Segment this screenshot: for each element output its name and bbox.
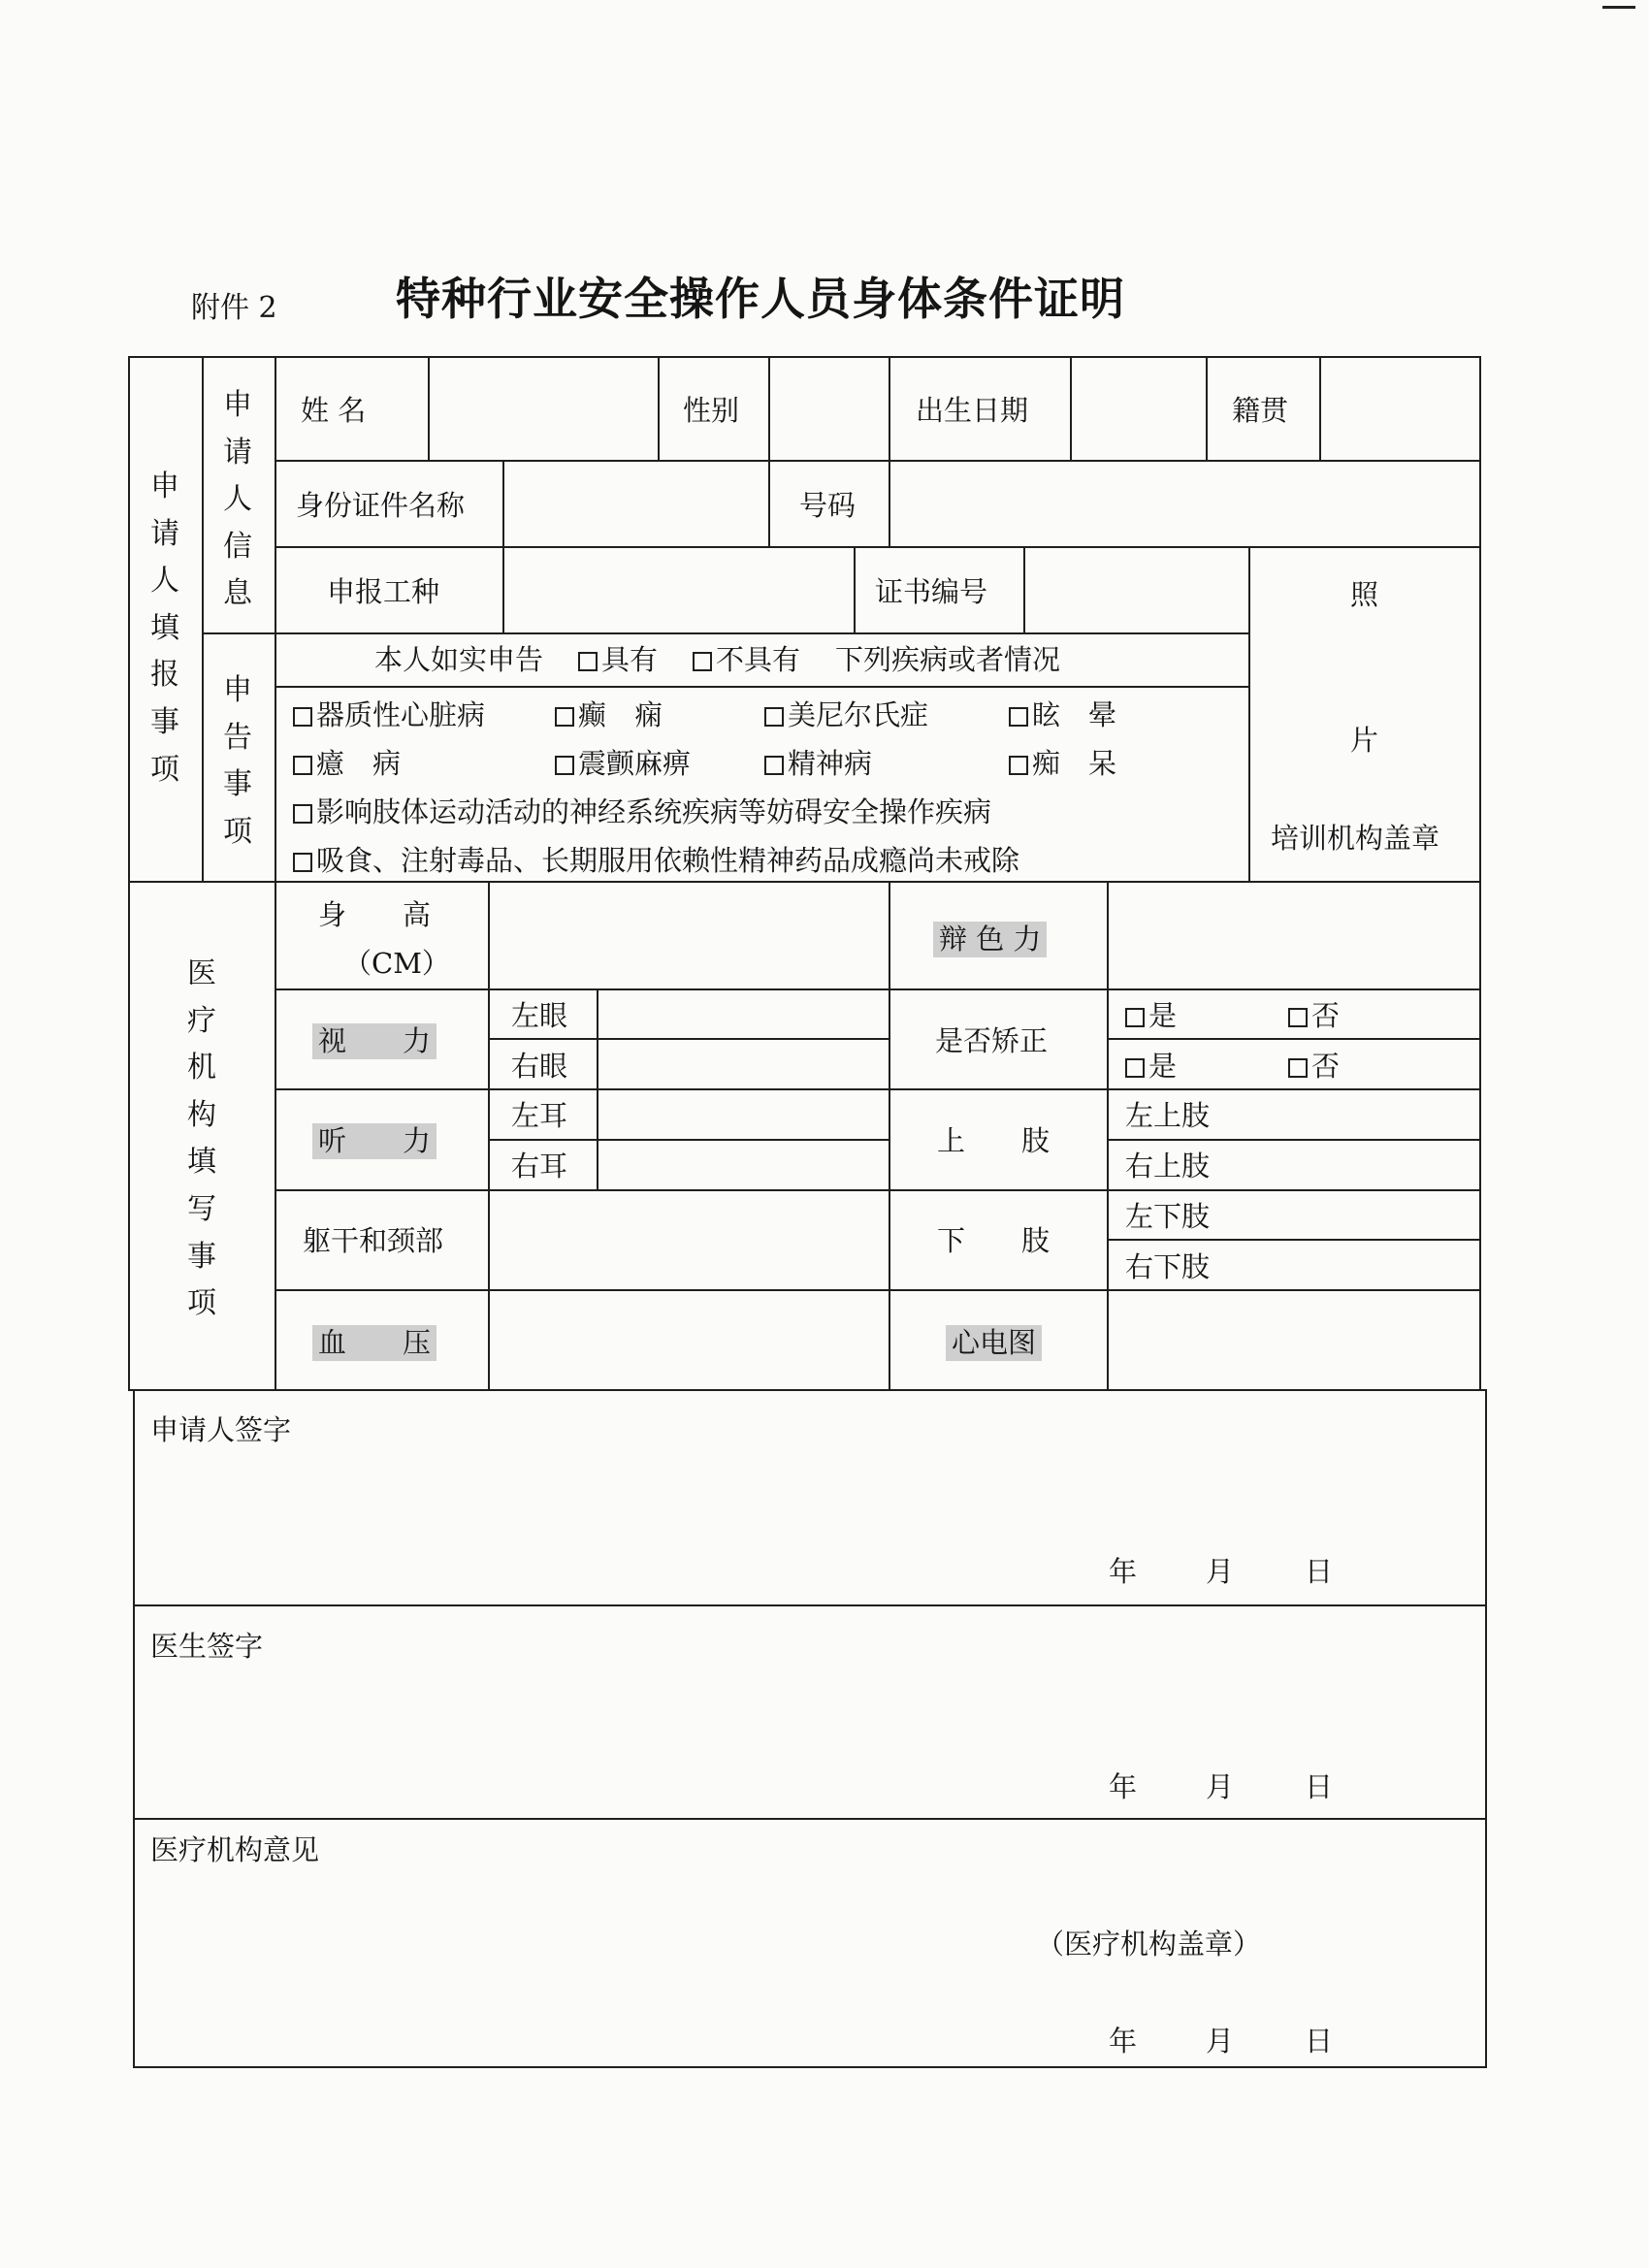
rule: [275, 686, 1249, 688]
rule: [502, 460, 504, 632]
disease-checkbox[interactable]: [293, 707, 312, 727]
disease-checkbox[interactable]: [555, 756, 574, 775]
left-lower-limb-label: 左下肢: [1125, 1200, 1211, 1233]
left-eye-label: 左眼: [511, 999, 568, 1032]
rule: [889, 881, 890, 1389]
rule: [428, 356, 430, 460]
disease-checkbox[interactable]: [764, 707, 784, 727]
have-label: 具有: [601, 643, 659, 676]
corrected-no-option: 否: [1288, 1000, 1340, 1032]
rule-right: [1479, 356, 1481, 1389]
rule: [275, 988, 1480, 990]
id-number-label: 号码: [799, 489, 857, 522]
declare-prefix: 本人如实申告: [374, 643, 544, 676]
declare-label: 申告事项: [223, 673, 252, 849]
corrected-yes-option: 是: [1125, 1000, 1177, 1032]
rule: [275, 356, 276, 1389]
disease-item: 精神病: [764, 748, 872, 780]
right-ear-label: 右耳: [511, 1150, 568, 1183]
rule: [133, 1604, 1486, 1606]
rule: [202, 632, 1249, 634]
rule-photo-left: [1248, 546, 1250, 881]
rule-left: [128, 356, 130, 1389]
rule-left-lower: [133, 1389, 135, 2066]
doctor-date-month: 月: [1206, 1770, 1235, 1803]
disease-item: 癫 痫: [555, 699, 663, 731]
hearing-label: 听 力: [312, 1123, 436, 1159]
page-title: 特种行业安全操作人员身体条件证明: [396, 273, 1125, 325]
corrected-yes-checkbox[interactable]: [1125, 1058, 1145, 1078]
institution-date-day: 日: [1305, 2025, 1334, 2057]
rule: [1070, 356, 1072, 460]
rule: [1206, 356, 1208, 460]
disease-checkbox[interactable]: [555, 707, 574, 727]
ecg-label: 心电图: [946, 1325, 1042, 1361]
disease-item: 震颤麻痹: [555, 748, 691, 780]
institution-date-year: 年: [1109, 2025, 1138, 2057]
corrected-no-option: 否: [1288, 1051, 1340, 1083]
photo-label-bottom: 片: [1350, 724, 1379, 757]
color-vision-label: 辩 色 力: [933, 922, 1047, 957]
right-upper-limb-label: 右上肢: [1125, 1150, 1211, 1183]
rule: [1023, 546, 1025, 632]
medical-section-label: 医疗机构填写事项: [187, 956, 216, 1321]
right-lower-limb-label: 右下肢: [1125, 1250, 1211, 1283]
corrected-no-checkbox[interactable]: [1288, 1008, 1308, 1027]
rule: [275, 546, 1480, 548]
gender-label: 性别: [683, 394, 740, 427]
disease-item: 器质性心脏病: [293, 699, 485, 731]
id-name-label: 身份证件名称: [296, 489, 466, 522]
rule: [658, 356, 660, 460]
institution-opinion-label: 医疗机构意见: [150, 1833, 320, 1866]
photo-label-top: 照: [1350, 578, 1379, 611]
rule: [275, 1189, 1480, 1191]
rule: [490, 1038, 889, 1040]
rule-top: [128, 356, 1480, 358]
certificate-number-label: 证书编号: [875, 575, 988, 608]
disease-checkbox[interactable]: [764, 756, 784, 775]
disease-checkbox[interactable]: [293, 756, 312, 775]
doctor-date-day: 日: [1305, 1770, 1334, 1803]
left-ear-label: 左耳: [511, 1099, 568, 1132]
corrected-label: 是否矫正: [935, 1024, 1049, 1057]
not-have-label: 不具有: [716, 643, 801, 676]
disease-item: 美尼尔氏症: [764, 699, 928, 731]
applicant-section-label: 申请人填报事项: [150, 470, 179, 787]
native-place-label: 籍贯: [1232, 394, 1289, 427]
corner-mark: [1602, 6, 1635, 9]
disease-item: 痴 呆: [1009, 748, 1116, 780]
right-eye-label: 右眼: [511, 1050, 568, 1083]
doctor-signature-label: 医生签字: [150, 1630, 264, 1663]
disease-checkbox[interactable]: [1009, 707, 1028, 727]
left-upper-limb-label: 左上肢: [1125, 1099, 1211, 1132]
corrected-yes-checkbox[interactable]: [1125, 1008, 1145, 1027]
disease-item: 癔 病: [293, 748, 401, 780]
disease-checkbox[interactable]: [293, 804, 312, 824]
lower-limb-label: 下 肢: [937, 1224, 1051, 1257]
rule-sign-top: [128, 1389, 1486, 1391]
rule: [1319, 356, 1321, 460]
applicant-info-label: 申请人信息: [223, 388, 252, 611]
rule: [597, 988, 598, 1189]
rule: [1107, 1038, 1480, 1040]
attachment-label: 附件 2: [191, 291, 277, 325]
corrected-yes-option: 是: [1125, 1051, 1177, 1083]
rule: [768, 356, 770, 546]
disease-item: 影响肢体运动活动的神经系统疾病等妨碍安全操作疾病: [293, 796, 991, 828]
rule-medical-top: [128, 881, 1480, 883]
disease-item: 吸食、注射毒品、长期服用依赖性精神药品成瘾尚未戒除: [293, 845, 1019, 877]
declaration-line: [374, 644, 1060, 676]
vision-label: 视 力: [312, 1023, 436, 1059]
institution-date-month: 月: [1206, 2025, 1235, 2057]
rule-right-lower: [1485, 1389, 1487, 2066]
disease-checkbox[interactable]: [293, 853, 312, 872]
disease-item: 眩 晕: [1009, 699, 1116, 731]
disease-checkbox[interactable]: [1009, 756, 1028, 775]
institution-stamp-label: （医疗机构盖章）: [1036, 1928, 1262, 1960]
blood-pressure-label: 血 压: [312, 1325, 436, 1361]
rule: [275, 1088, 1480, 1090]
rule: [889, 356, 890, 546]
trunk-neck-label: 躯干和颈部: [303, 1224, 444, 1257]
rule: [488, 881, 490, 1389]
rule: [275, 460, 1480, 462]
applicant-date-day: 日: [1305, 1555, 1334, 1588]
height-unit: （CM）: [343, 947, 450, 980]
rule: [1107, 881, 1109, 1389]
rule: [490, 1139, 889, 1141]
have-checkbox[interactable]: [578, 652, 598, 671]
rule: [854, 546, 856, 632]
photo-stamp-label: 培训机构盖章: [1271, 822, 1440, 855]
doctor-date-year: 年: [1109, 1770, 1138, 1803]
applicant-signature-label: 申请人签字: [150, 1413, 292, 1446]
job-type-label: 申报工种: [327, 575, 440, 608]
birth-date-label: 出生日期: [916, 394, 1029, 427]
rule: [275, 1289, 1480, 1291]
rule: [1107, 1239, 1480, 1241]
height-label: 身 高: [318, 898, 432, 931]
applicant-date-year: 年: [1109, 1555, 1138, 1588]
rule: [133, 1818, 1486, 1820]
corrected-no-checkbox[interactable]: [1288, 1058, 1308, 1078]
rule-bottom: [133, 2066, 1487, 2068]
rule: [1107, 1139, 1480, 1141]
rule: [202, 356, 204, 881]
name-label: 姓 名: [301, 394, 367, 427]
not-have-checkbox[interactable]: [693, 652, 712, 671]
upper-limb-label: 上 肢: [937, 1124, 1051, 1157]
declare-suffix: 下列疾病或者情况: [835, 643, 1061, 676]
applicant-date-month: 月: [1206, 1555, 1235, 1588]
